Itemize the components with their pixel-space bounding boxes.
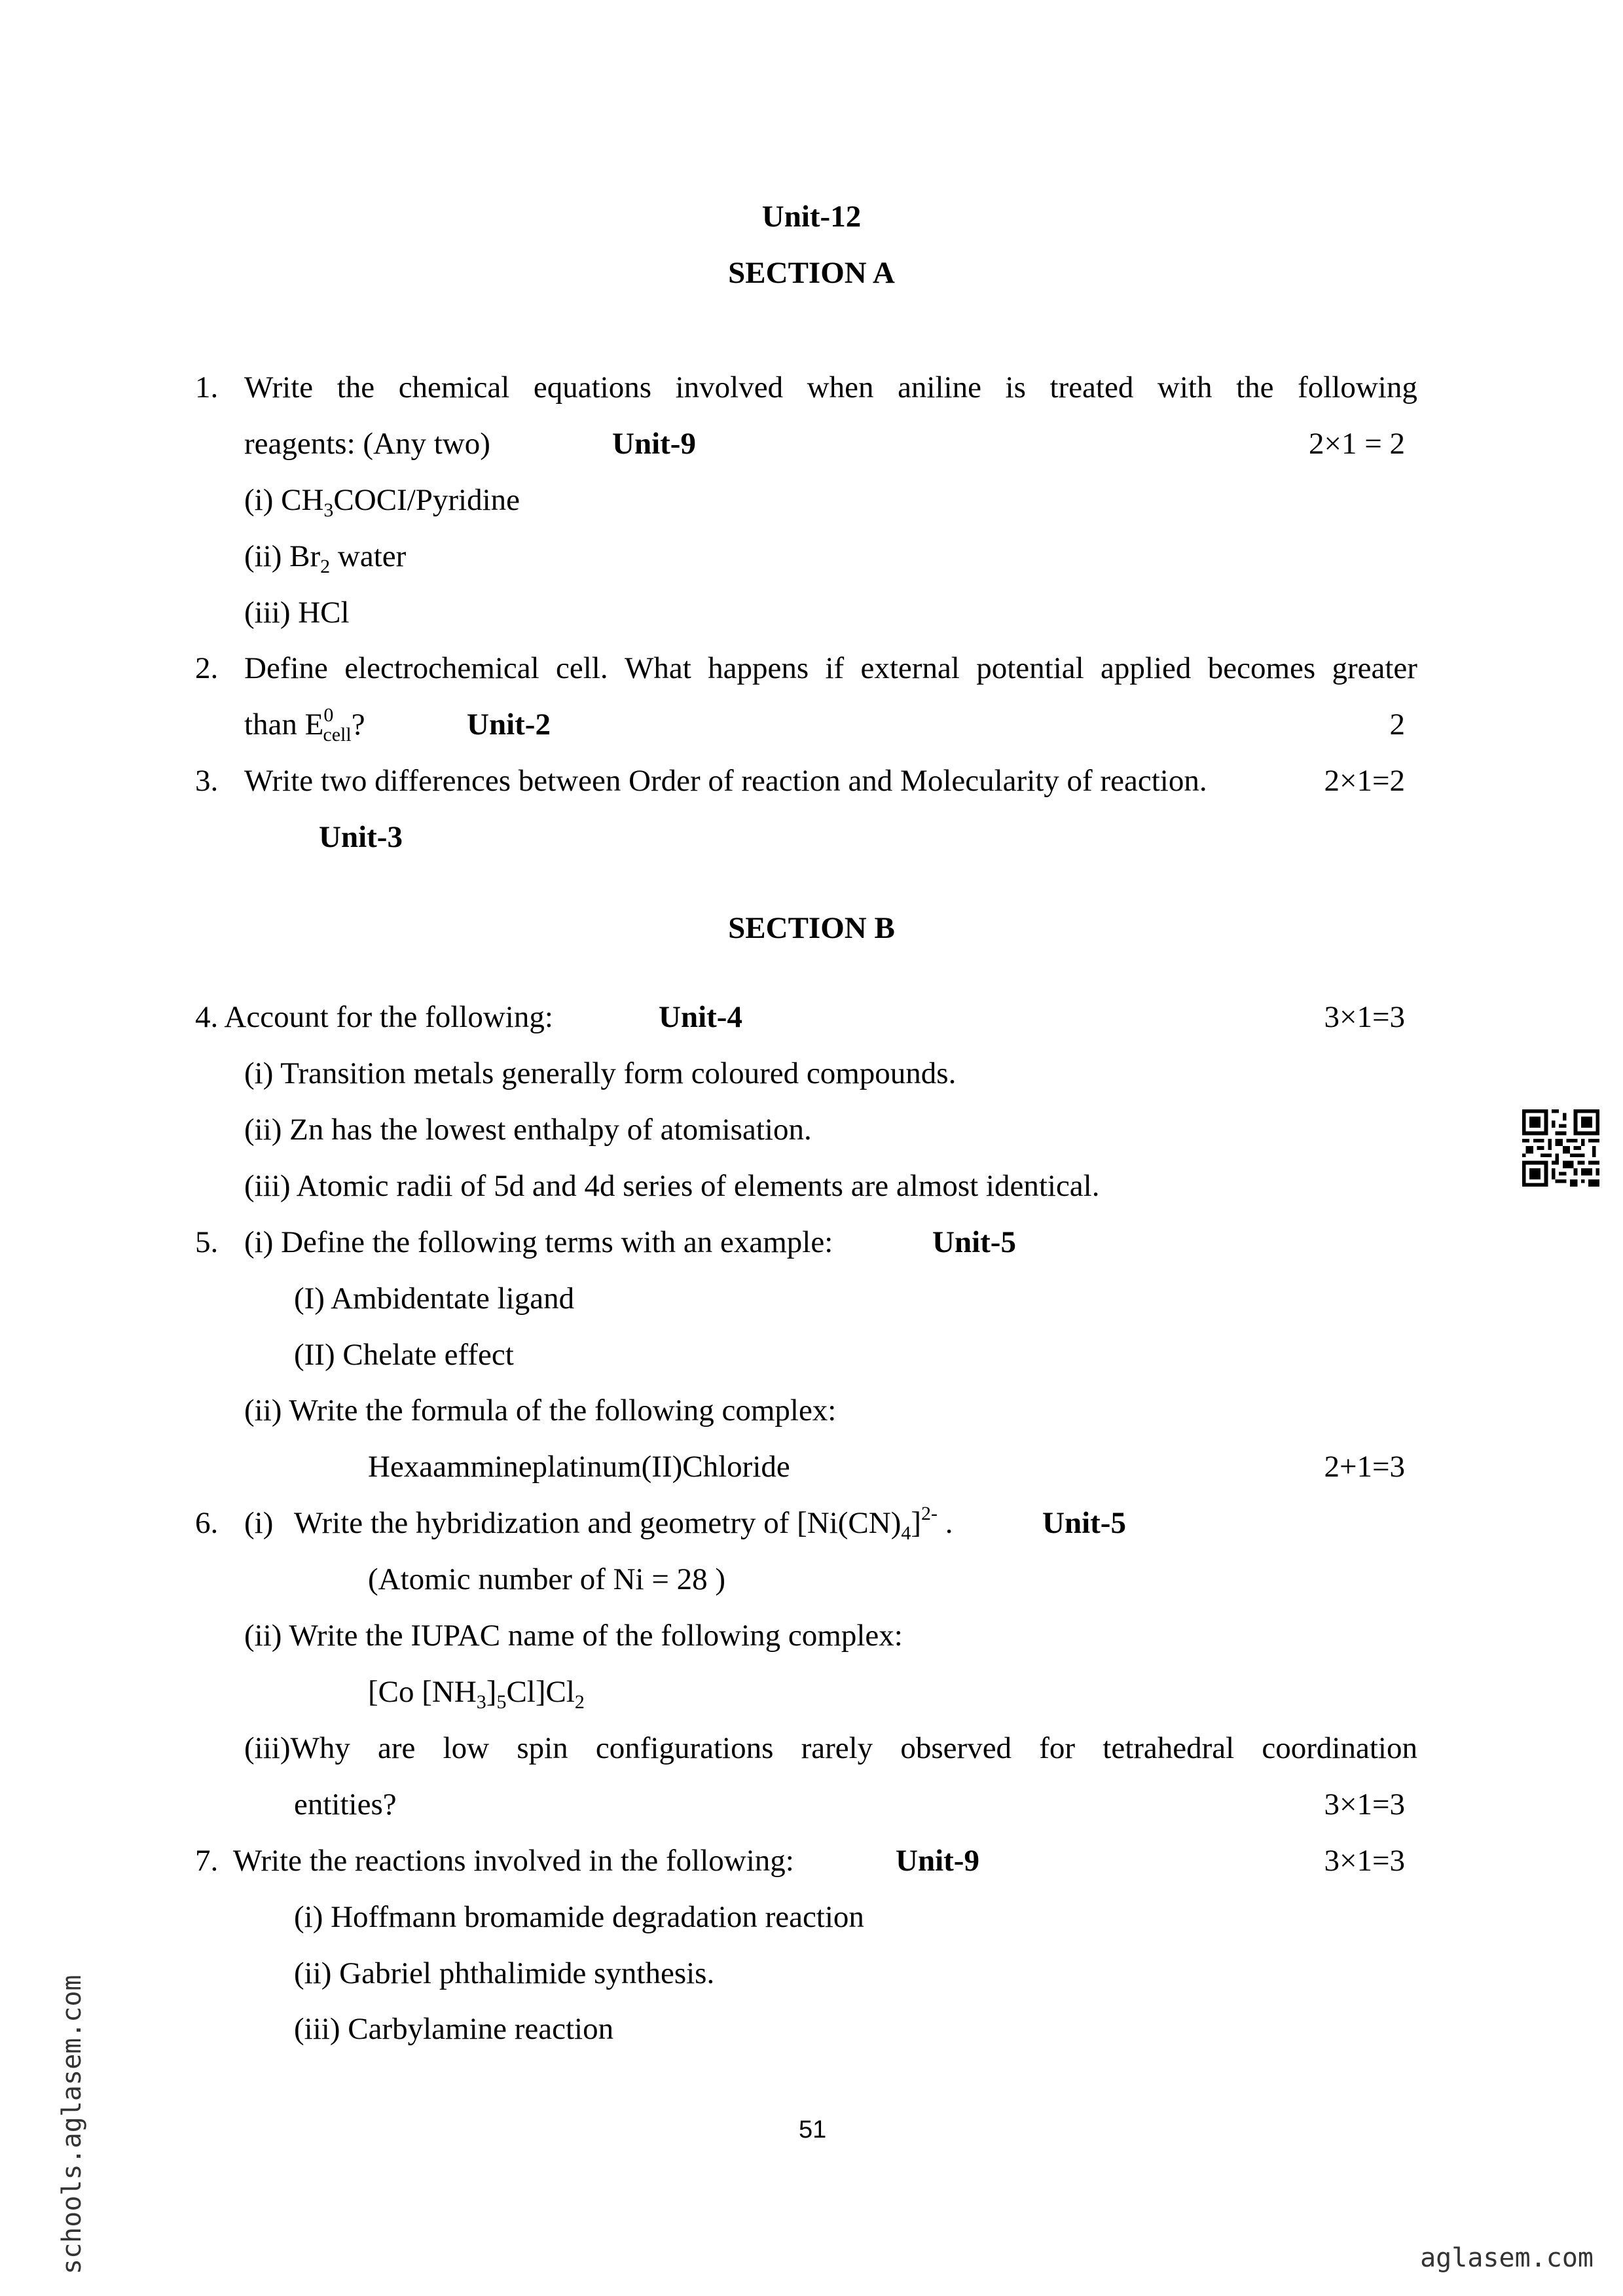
q1-word: aniline (898, 370, 981, 404)
q6-atomic-number: (Atomic number of Ni = 28 ) (368, 1562, 726, 1596)
q7-option-3: (iii) Carbylamine reaction (294, 2012, 614, 2046)
qr-code-icon (1522, 1109, 1599, 1187)
q1-word: when (807, 370, 874, 404)
q4-heading: 4. Account for the following: (195, 1000, 553, 1034)
q4-marks: 3×1=3 (1324, 1000, 1405, 1034)
q2-unit: Unit-2 (467, 708, 551, 742)
q2-word: greater (1332, 651, 1417, 685)
q6-marks: 3×1=3 (1324, 1787, 1405, 1821)
q2-word: Define (244, 651, 328, 685)
q2-word: external (860, 651, 960, 685)
side-watermark: schools.aglasem.com (57, 1975, 87, 2274)
q2-number: 2. (195, 651, 219, 685)
q6-word: for (1039, 1731, 1076, 1765)
unit-heading: Unit-12 (761, 200, 862, 234)
q5-sub-2: (II) Chelate effect (294, 1338, 514, 1372)
q2-word: cell. (556, 651, 608, 685)
q4-option-3: (iii) Atomic radii of 5d and 4d series of elements are almost identical. (244, 1169, 1100, 1203)
q3-number: 3. (195, 764, 219, 798)
q2-word: potential (976, 651, 1084, 685)
q3-marks: 2×1=2 (1324, 764, 1405, 798)
q6-unit: Unit-5 (1042, 1506, 1126, 1540)
q6-word: coordination (1262, 1731, 1417, 1765)
q2-marks: 2 (1389, 708, 1405, 742)
q5-part-2: (ii) Write the formula of the following complex: (244, 1393, 837, 1427)
q1-word: with (1157, 370, 1213, 404)
q1-marks: 2×1 = 2 (1308, 427, 1405, 461)
q2-word: electrochemical (344, 651, 539, 685)
q7-option-1: (i) Hoffmann bromamide degradation reaction (294, 1900, 864, 1934)
q6-part-3 (244, 1733, 1417, 1764)
q1-word: following (1298, 370, 1417, 404)
q4-unit: Unit-4 (659, 1000, 742, 1034)
section-a-heading: SECTION A (728, 256, 895, 290)
q5-text: (i) Define the following terms with an example: (244, 1225, 833, 1259)
q2-line2: than $E^0_{cell}$? (244, 704, 365, 745)
q4-option-1: (i) Transition metals generally form coloured compounds. (244, 1056, 957, 1090)
q1-word: is (1005, 370, 1026, 404)
q1-option-2: (ii) $Br_2$ water (244, 539, 407, 577)
q1-word: the (1236, 370, 1274, 404)
q1-line1 (244, 372, 1417, 403)
q5-number: 5. (195, 1225, 219, 1259)
q6-word: configurations (595, 1731, 774, 1765)
q6-word: observed (900, 1731, 1012, 1765)
q1-word: chemical (398, 370, 510, 404)
q4-option-2: (ii) Zn has the lowest enthalpy of atomisation. (244, 1113, 812, 1147)
q1-option-1: (i) $CH_3COCI$/Pyridine (244, 483, 520, 521)
q6-word: (iii)Why (244, 1731, 350, 1765)
q7-option-2: (ii) Gabriel phthalimide synthesis. (294, 1956, 715, 1990)
q1-unit: Unit-9 (612, 427, 696, 461)
q1-word: treated (1049, 370, 1134, 404)
q1-word: the (337, 370, 375, 404)
q6-word: tetrahedral (1103, 1731, 1235, 1765)
q5-unit: Unit-5 (932, 1225, 1016, 1259)
q3-text: Write two differences between Order of reaction and Molecularity of reaction. (244, 764, 1207, 798)
q6-word: low (443, 1731, 490, 1765)
q7-heading: 7. Write the reactions involved in the following: (195, 1844, 794, 1878)
q1-word: equations (533, 370, 652, 404)
q2-line1 (244, 653, 1417, 684)
corner-watermark: aglasem.com (1420, 2243, 1594, 2273)
q6-part-1: Write the hybridization and geometry of $[Ni(CN)_4]^{2-}$ . (294, 1503, 953, 1544)
q1-number: 1. (195, 370, 219, 404)
q1-word: Write (244, 370, 314, 404)
q6-number: 6. (195, 1506, 219, 1540)
q6-word: rarely (801, 1731, 873, 1765)
q5-complex: Hexaammineplatinum(II)Chloride (368, 1450, 790, 1484)
page-number: 51 (799, 2116, 827, 2144)
q6-part-3-end: entities? (294, 1787, 397, 1821)
q6-complex: [Co $[NH_3]_5Cl]Cl_2$ (368, 1675, 585, 1713)
q1-word: involved (675, 370, 784, 404)
q7-unit: Unit-9 (896, 1844, 979, 1878)
q2-word: if (825, 651, 845, 685)
q6-word: are (378, 1731, 416, 1765)
section-b-heading: SECTION B (728, 911, 895, 945)
q2-word: happens (708, 651, 809, 685)
q1-option-3: (iii) HCl (244, 596, 350, 630)
q5-marks: 2+1=3 (1324, 1450, 1405, 1484)
q2-word: applied (1101, 651, 1192, 685)
q6-part-1-label: (i) (244, 1506, 274, 1540)
q6-part-2: (ii) Write the IUPAC name of the following complex: (244, 1619, 903, 1653)
q3-unit: Unit-3 (319, 820, 403, 854)
q5-sub-1: (I) Ambidentate ligand (294, 1282, 575, 1316)
q2-word: becomes (1207, 651, 1316, 685)
q2-word: What (624, 651, 691, 685)
q6-word: spin (517, 1731, 568, 1765)
q1-line2: reagents: (Any two) (244, 427, 490, 461)
q7-marks: 3×1=3 (1324, 1844, 1405, 1878)
